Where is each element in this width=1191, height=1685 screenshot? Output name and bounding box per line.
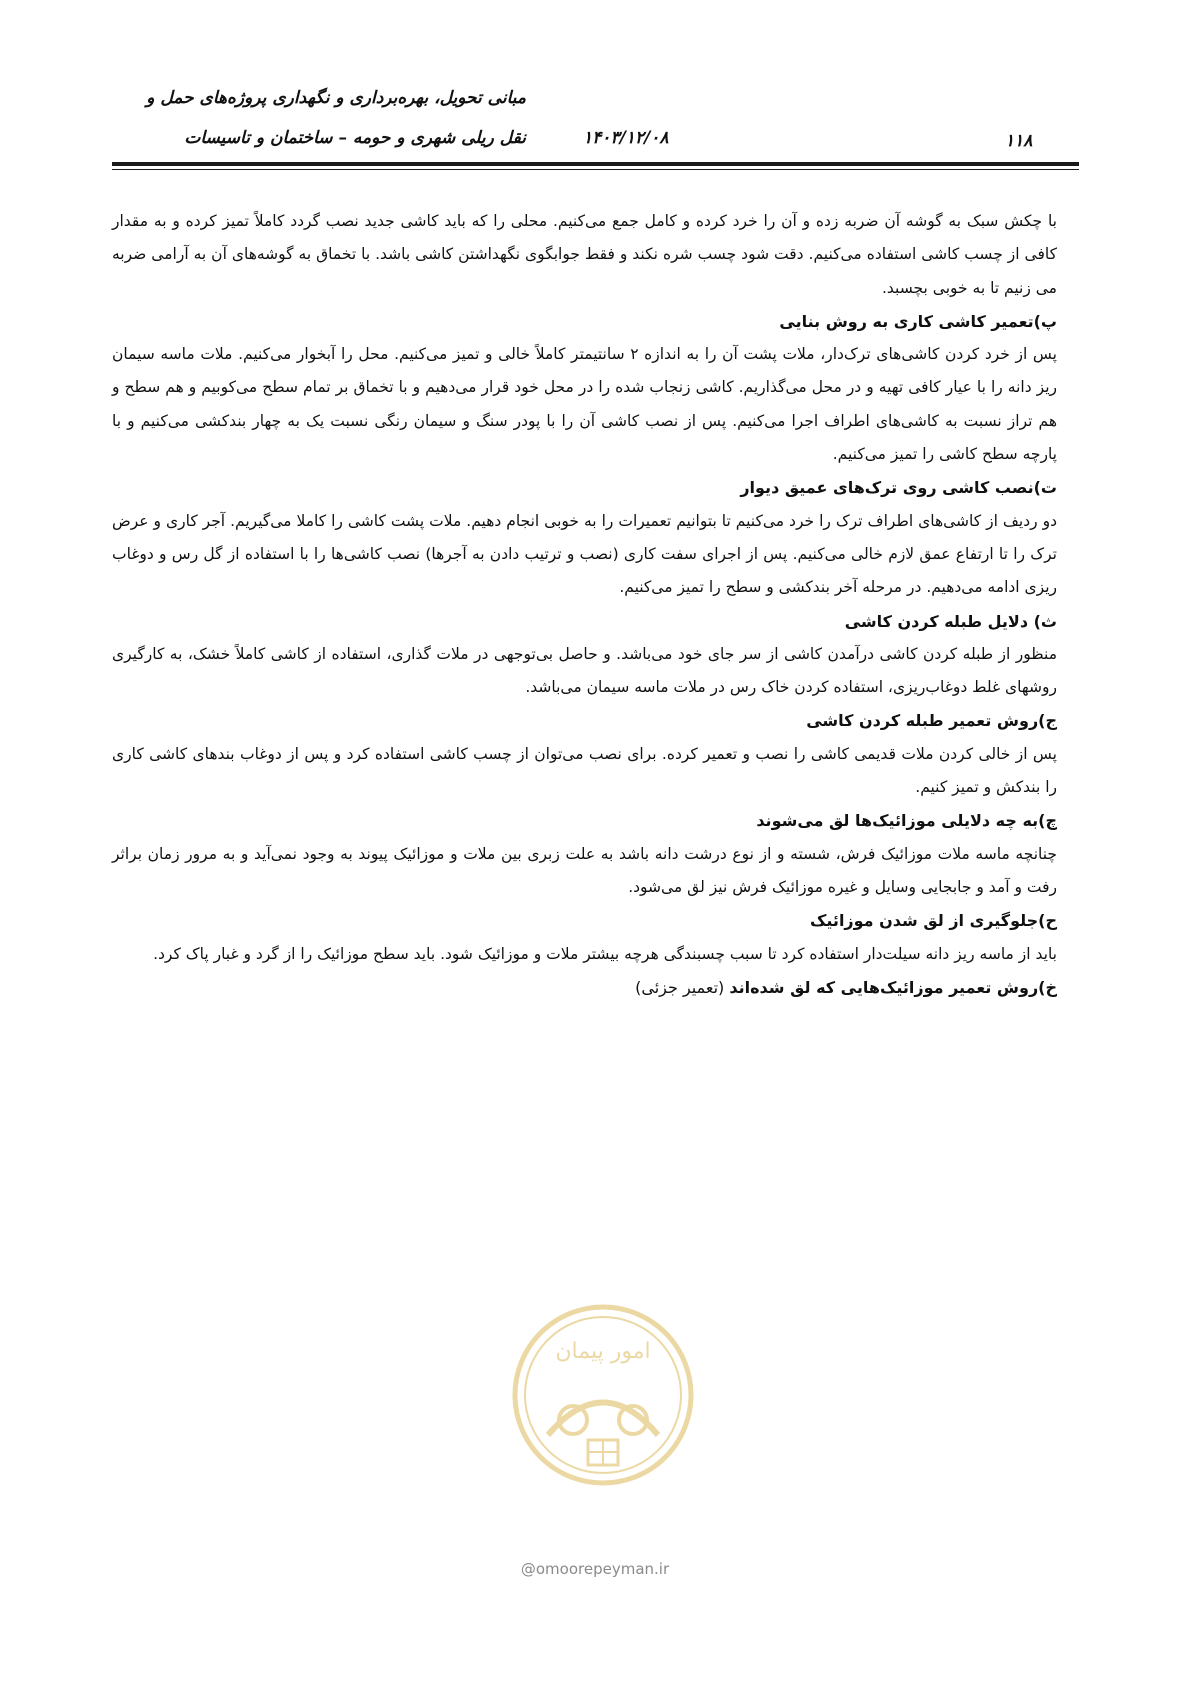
paragraph: با چکش سبک به گوشه آن ضربه زده و آن را خرد کرده و کامل جمع می‌کنیم. محلی را که باید کاشی جدید نصب گردد کاملاً تمیز کرده و به مقدار کافی از چسب کاشی استفاده می‌کنیم. دقت شود چسب شره نکند و فقط جوابگوی نگهداشتن کاشی باشد. با تخماق به گوشه‌های آن به آرامی ضربه می زنیم تا به خوبی بچسبد. (112, 212, 1057, 297)
section-heading: ت)نصب کاشی روی ترک‌های عمیق دیوار (740, 478, 1057, 498)
paragraph: باید از ماسه ریز دانه سیلت‌دار استفاده کرد تا سبب چسبندگی هرچه بیشتر ملات و موزائیک شود. باید سطح موزائیک را از گرد و غبار پاک کرد. (153, 944, 1057, 963)
section-heading: ث) دلایل طبله کردن کاشی (844, 611, 1057, 631)
section-heading: ج)روش تعمیر طبله کردن کاشی (806, 711, 1057, 731)
section-heading: ح)جلوگیری از لق شدن موزائیک (810, 911, 1057, 931)
section-heading-text: خ)روش تعمیر موزائیک‌هایی که لق شده‌اند (729, 977, 1057, 997)
section-heading (112, 971, 1057, 1004)
section-heading-suffix: (تعمیر جزئی) (635, 977, 730, 997)
watermark-logo (508, 1300, 698, 1490)
paragraph: دو ردیف از کاشی‌های اطراف ترک را خرد می‌کنیم تا بتوانیم تعمیرات را به خوبی انجام دهیم. ملات پشت کاشی را کاملا می‌گیریم. آجر کاری و عرض ترک را تا ارتفاع عمق لازم خالی می‌کنیم. پس از اجرای سفت کاری (نصب و ترتیب دادن به آجرها) نصب کاشی‌ها را با استفاده از گل رس و دوغاب ریزی ادامه می‌دهیم. در مرحله آخر بندکشی و سطح را تمیز می‌کنیم. (112, 511, 1057, 597)
header-date: ۱۴۰۳/۱۲/۰۸ (583, 128, 669, 148)
paragraph: پس از خرد کردن کاشی‌های ترک‌دار، ملات پشت آن را به اندازه ۲ سانتیمتر کاملاً خالی و تمیز می‌کنیم. محل را آبخوار می‌کنیم. ملات ماسه سیمان ریز دانه را با عیار کافی تهیه و در محل می‌گذاریم. کاشی زنجاب شده را در محل خود قرار می‌دهیم و با تخماق بر تمام سطح می‌کوبیم و هم سطح و هم تراز نسبت به کاشی‌های اطراف اجرا می‌کنیم. پس از نصب کاشی آن را با پودر سنگ و سیمان رنگی نسبت یک به چهار بندکشی می‌کنیم و با پارچه سطح کاشی را تمیز می‌کنیم. (112, 345, 1057, 464)
watermark-logo-text: امور پیمان (555, 1339, 651, 1364)
header-title-line1: مبانی تحویل، بهره‌برداری و نگهداری پروژه‌های حمل و (146, 88, 526, 108)
paragraph: چنانچه ماسه ملات موزائیک فرش، شسته و از نوع درشت دانه باشد به علت زبری بین ملات و موزائیک پیوند به وجود نمی‌آید و به مرور زمان براثر رفت و آمد و جابجایی وسایل و غیره موزائیک فرش نیز لق می‌شود. (112, 844, 1057, 896)
header-title-line2: نقل ریلی شهری و حومه – ساختمان و تاسیسات (184, 128, 526, 148)
page-number: ۱۱۸ (1005, 131, 1033, 151)
header-rule-thin (112, 169, 1079, 170)
section-heading: پ)تعمیر کاشی کاری به روش بنایی (779, 311, 1057, 331)
watermark-url: @omoorepeyman.ir (520, 1560, 670, 1578)
paragraph: پس از خالی کردن ملات قدیمی کاشی را نصب و تعمیر کرده. برای نصب می‌توان از چسب کاشی استفاده کرد و پس از دوغاب بندهای کاشی کاری را بندکش و تمیز کنیم. (112, 744, 1057, 797)
document-body (112, 205, 1057, 1004)
section-heading: چ)به چه دلایلی موزائیک‌ها لق می‌شوند (756, 811, 1057, 831)
header-rule-thick (112, 162, 1079, 166)
paragraph: منظور از طبله کردن کاشی درآمدن کاشی از سر جای خود می‌باشد. و حاصل بی‌توجهی در ملات گذاری، استفاده از کاشی کاملاً خشک، به کارگیری روشهای غلط دوغاب‌ریزی، استفاده کردن خاک رس در ملات ماسه سیمان می‌باشد. (112, 644, 1057, 697)
